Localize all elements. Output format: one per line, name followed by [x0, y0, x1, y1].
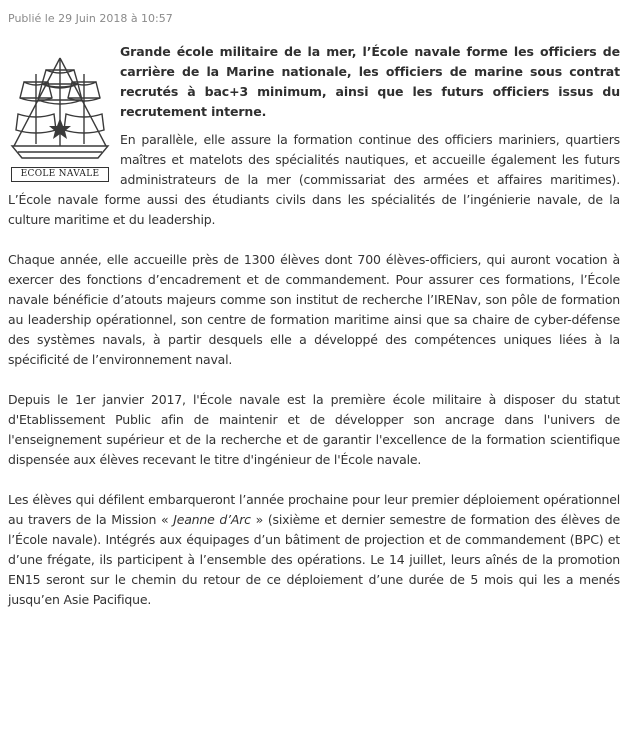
published-date: Publié le 29 Juin 2018 à 10:57: [8, 12, 173, 25]
paragraph-2: Chaque année, elle accueille près de 1300 élèves dont 700 élèves-officiers, qui auront vocation à exercer des fonctions d’encadrement et de commandement. Pour assurer ces formations, l’École navale bénéficie d’atouts majeurs comme son institut de recherche l’IRENav, son pôle de formation au leadership opérationnel, son centre de formation maritime ainsi que sa chaire de cyber-défense des systèmes navals, à partir desquels elle a développé des compétences uniques liées à la spécificité de l’environnement naval.: [8, 252, 620, 367]
lead-paragraph: Grande école militaire de la mer, l’École navale forme les officiers de carrière de la Marine nationale, les officiers de marine sous contrat recrutés à bac+3 minimum, ainsi que les futurs officiers issus du recrutement interne.: [120, 44, 620, 119]
ecole-navale-logo: [8, 54, 112, 182]
article: [8, 0, 620, 630]
logo-label: ECOLE NAVALE: [11, 167, 109, 182]
paragraph-3: Depuis le 1er janvier 2017, l'École navale est la première école militaire à disposer du statut d'Etablissement Public afin de maintenir et de développer son ancrage dans l'univers de l'enseignement supérieur et de la recherche et de garantir l'excellence de la formation scientifique dispensée aux élèves recevant le titre d'ingénieur de l'École navale.: [8, 392, 620, 467]
paragraph-4-part-2: » (sixième et dernier semestre de formation des élèves de l’École navale). Intégrés aux équipages d’un bâtiment de projection et de commandement (BPC) et d’une frégate, ils participent à l’ensemble des opérations. Le 14 juillet, leurs aînés de la promotion EN15 seront sur le chemin du retour de ce déploiement d’une durée de 5 mois qui les a menés jusqu’en Asie Pacifique.: [8, 512, 620, 607]
paragraph-4: [8, 490, 620, 610]
mission-name: Jeanne d’Arc: [173, 512, 251, 527]
paragraph-1: En parallèle, elle assure la formation continue des officiers mariniers, quartiers maîtres et matelots des spécialités nautiques, et accueille également les futurs administrateurs de la mer (commissariat des armées et affaires maritimes). L’École navale forme aussi des étudiants civils dans les spécialités de l’ingénierie navale, de la culture maritime et du leadership.: [8, 132, 620, 227]
paragraph-4-part-1: Les élèves qui défilent embarqueront l’année prochaine pour leur premier déploiement opérationnel au travers de la Mission «: [8, 492, 620, 527]
ship-emblem-icon: [8, 54, 112, 166]
